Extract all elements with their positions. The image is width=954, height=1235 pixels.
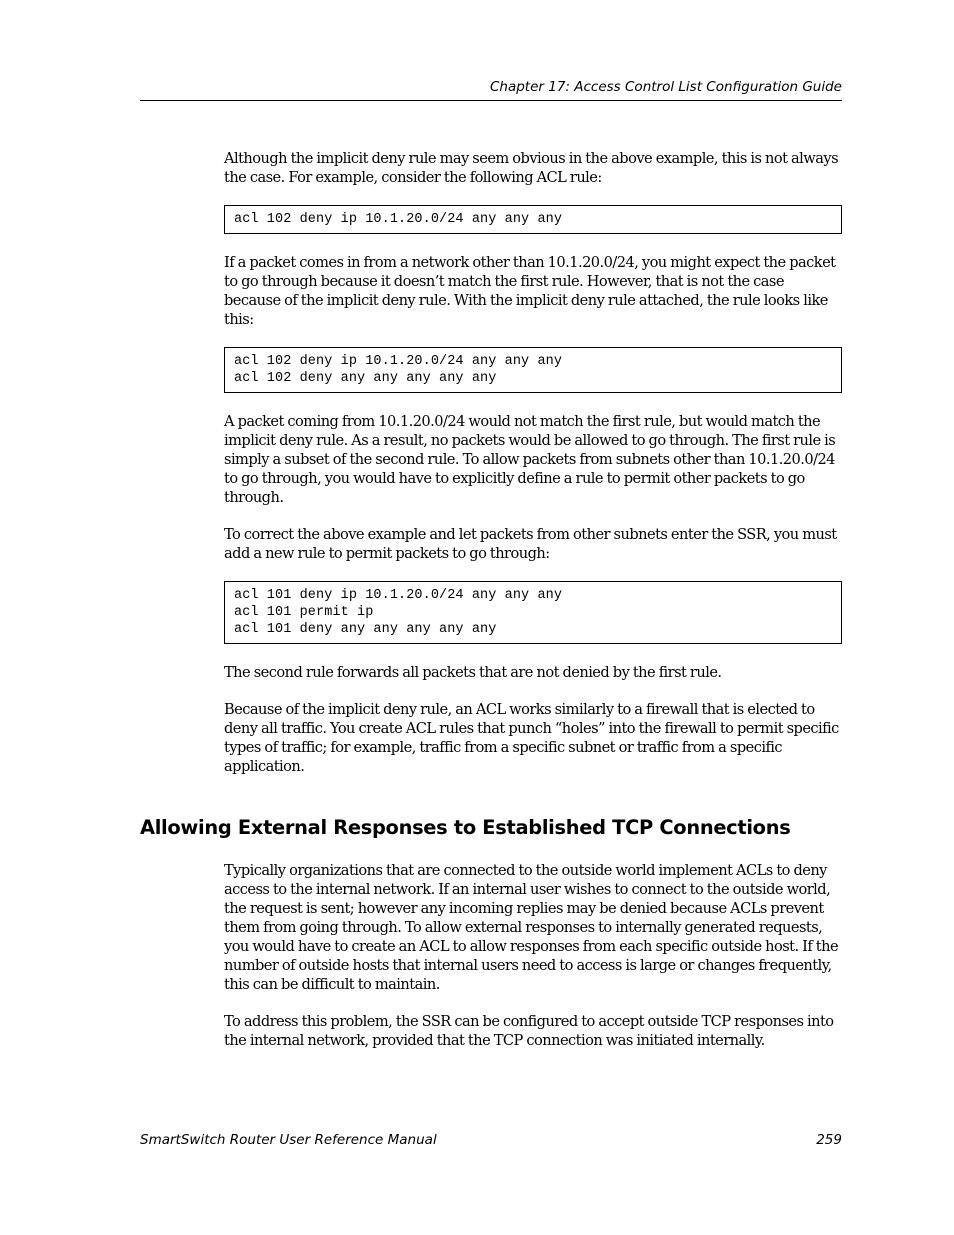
- paragraph: Because of the implicit deny rule, an ACL works similarly to a firewall that is elected to deny all traffic. You create ACL rules that punch “holes” into the firewall to permit specific types of traffic; for example, traffic from a specific subnet or traffic from a specific application.: [224, 701, 839, 775]
- paragraph: A packet coming from 10.1.20.0/24 would not match the first rule, but would match the implicit deny rule. As a result, no packets would be allowed to go through. The first rule is simply a subset of the second rule. To allow packets from subnets other than 10.1.20.0/24 to go through, you would have to explicitly define a rule to permit other packets to go through.: [224, 413, 836, 506]
- page-content: [140, 149, 842, 1068]
- paragraph: If a packet comes in from a network other than 10.1.20.0/24, you might expect the packet to go through because it doesn’t match the first rule. However, that is not the case because of the implicit deny rule. With the implicit deny rule attached, the rule looks like this:: [224, 254, 836, 328]
- code-example: acl 101 deny ip 10.1.20.0/24 any any any acl 101 permit ip acl 101 deny any any any any any: [224, 581, 842, 644]
- code-example: acl 102 deny ip 10.1.20.0/24 any any any: [224, 205, 842, 234]
- section-heading: Allowing External Responses to Established TCP Connections: [140, 816, 791, 839]
- header-rule: [140, 100, 842, 101]
- running-footer-title: SmartSwitch Router User Reference Manual: [140, 1132, 437, 1148]
- running-header: Chapter 17: Access Control List Configuration Guide: [489, 79, 842, 95]
- paragraph: Although the implicit deny rule may seem obvious in the above example, this is not always the case. For example, consider the following ACL rule:: [224, 150, 839, 186]
- paragraph: The second rule forwards all packets that are not denied by the first rule.: [224, 664, 722, 681]
- paragraph: To correct the above example and let packets from other subnets enter the SSR, you must add a new rule to permit packets to go through:: [224, 526, 837, 562]
- paragraph: Typically organizations that are connected to the outside world implement ACLs to deny access to the internal network. If an internal user wishes to connect to the outside world, the request is sent; however any incoming replies may be denied because ACLs prevent them from going through. To allow external responses to internally generated requests, you would have to create an ACL to allow responses from each specific outside host. If the number of outside hosts that internal users need to access is large or changes frequently, this can be difficult to maintain.: [224, 862, 839, 993]
- page-number: 259: [816, 1132, 842, 1148]
- code-example: acl 102 deny ip 10.1.20.0/24 any any any acl 102 deny any any any any any: [224, 347, 842, 393]
- paragraph: To address this problem, the SSR can be configured to accept outside TCP responses into the internal network, provided that the TCP connection was initiated internally.: [224, 1013, 834, 1049]
